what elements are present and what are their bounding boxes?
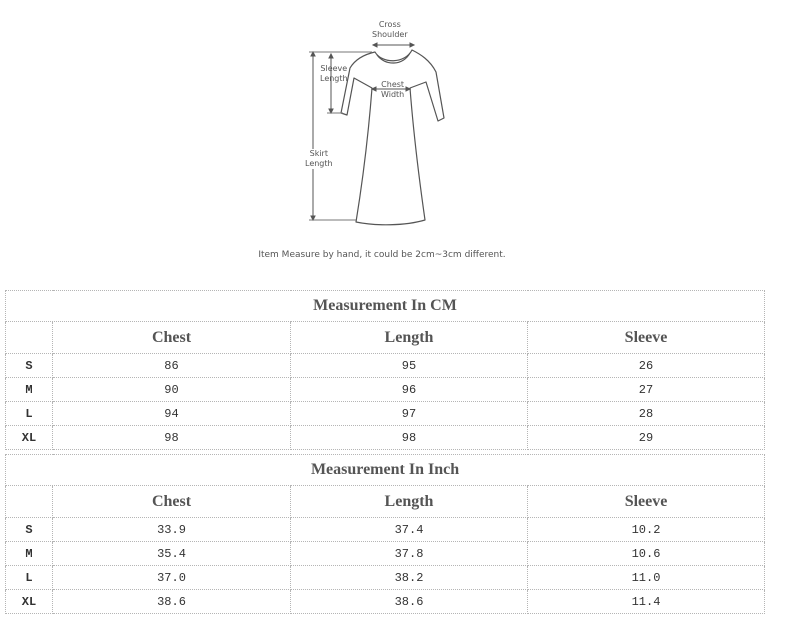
table-inch-corner-cell (6, 486, 53, 518)
table-cm-header-chest: Chest (53, 322, 291, 354)
size-label: M (6, 378, 53, 402)
sleeve-value: 29 (528, 426, 765, 450)
size-label: XL (6, 590, 53, 614)
sleeve-value: 10.2 (528, 518, 765, 542)
chest-value: 33.9 (53, 518, 291, 542)
chest-width-label (381, 80, 404, 100)
length-value: 38.2 (291, 566, 528, 590)
sleeve-value: 11.4 (528, 590, 765, 614)
length-value: 37.4 (291, 518, 528, 542)
chest-value: 94 (53, 402, 291, 426)
length-value: 98 (291, 426, 528, 450)
cross-shoulder-label-line1: Cross (378, 20, 401, 29)
chest-value: 37.0 (53, 566, 291, 590)
chest-width-label-line2: Width (381, 90, 405, 99)
table-cm-corner-cell (6, 322, 53, 354)
chest-value: 38.6 (53, 590, 291, 614)
sleeve-length-label-line1: Sleeve (320, 64, 348, 73)
sleeve-value: 27 (528, 378, 765, 402)
measurement-note: Item Measure by hand, it could be 2cm~3cm different. (258, 250, 506, 260)
table-row (6, 518, 765, 542)
cross-shoulder-label-line2: Shoulder (372, 30, 408, 39)
size-label: L (6, 566, 53, 590)
size-label: S (6, 518, 53, 542)
length-value: 96 (291, 378, 528, 402)
dress-outline (341, 50, 444, 225)
measurement-table-inch (5, 454, 765, 614)
table-row (6, 566, 765, 590)
cross-shoulder-label (372, 20, 408, 40)
sleeve-value: 11.0 (528, 566, 765, 590)
table-inch-title: Measurement In Inch (6, 455, 765, 486)
skirt-length-label (305, 149, 333, 169)
skirt-length-label-line2: Length (305, 159, 333, 168)
table-inch-header-sleeve: Sleeve (528, 486, 765, 518)
table-row (6, 354, 765, 378)
table-row (6, 426, 765, 450)
table-row (6, 402, 765, 426)
chest-value: 98 (53, 426, 291, 450)
length-value: 37.8 (291, 542, 528, 566)
measurement-diagram (0, 0, 800, 250)
length-value: 38.6 (291, 590, 528, 614)
sleeve-value: 28 (528, 402, 765, 426)
measurement-table-cm (5, 290, 765, 450)
size-label: M (6, 542, 53, 566)
skirt-length-label-line1: Skirt (309, 149, 328, 158)
table-row (6, 542, 765, 566)
chest-value: 90 (53, 378, 291, 402)
table-cm-header-length: Length (291, 322, 528, 354)
chest-value: 86 (53, 354, 291, 378)
sleeve-length-label (320, 64, 348, 84)
length-value: 95 (291, 354, 528, 378)
size-label: XL (6, 426, 53, 450)
table-row (6, 378, 765, 402)
chest-width-label-line1: Chest (381, 80, 405, 89)
chest-value: 35.4 (53, 542, 291, 566)
table-cm-title: Measurement In CM (6, 291, 765, 322)
size-label: S (6, 354, 53, 378)
sleeve-value: 10.6 (528, 542, 765, 566)
sleeve-value: 26 (528, 354, 765, 378)
table-row (6, 590, 765, 614)
table-cm-header-sleeve: Sleeve (528, 322, 765, 354)
size-label: L (6, 402, 53, 426)
sleeve-length-label-line2: Length (320, 74, 348, 83)
table-inch-header-length: Length (291, 486, 528, 518)
table-inch-header-chest: Chest (53, 486, 291, 518)
length-value: 97 (291, 402, 528, 426)
